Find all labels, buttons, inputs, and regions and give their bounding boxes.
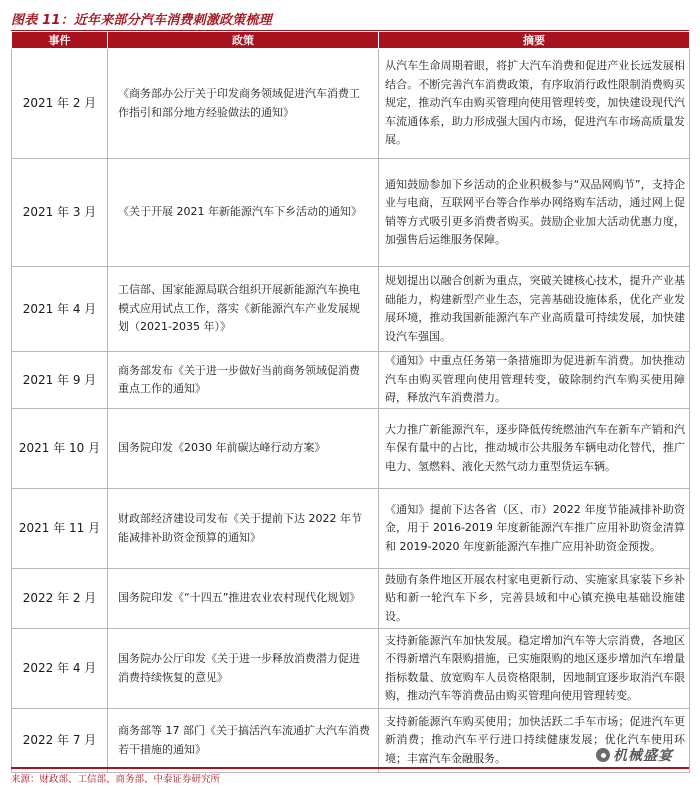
policy-table [11,31,690,773]
header-event: 事件 [12,32,108,49]
table-row [12,267,690,352]
summary-cell: 从汽车生命周期着眼，将扩大汽车消费和促进产业长远发展相结合。不断完善汽车消费政策，有序取消行政性限制消费购买规定，推动汽车由购买管理向使用管理转变，加快建设现代汽车流通体系，助力形成强大国内市场，促进汽车市场高质量发展。 [379,49,690,159]
event-cell: 2021 年 10 月 [12,409,108,489]
summary-cell: 支持新能源汽车购买使用；加快活跃二手车市场；促进汽车更新消费；推动汽车平行进口持续健康发展；优化汽车使用环境；丰富汽车金融服务。 [379,709,690,773]
figure-title-bar [11,6,689,32]
policy-cell: 国务院印发《“十四五”推进农业农村现代化规划》 [108,569,379,629]
event-cell: 2022 年 4 月 [12,629,108,709]
event-cell: 2022 年 7 月 [12,709,108,773]
policy-cell: 《商务部办公厅关于印发商务领域促进汽车消费工作指引和部分地方经验做法的通知》 [108,49,379,159]
policy-cell: 国务院办公厅印发《关于进一步释放消费潜力促进消费持续恢复的意见》 [108,629,379,709]
event-cell: 2021 年 11 月 [12,489,108,569]
policy-cell: 《关于开展 2021 年新能源汽车下乡活动的通知》 [108,159,379,267]
event-cell: 2021 年 4 月 [12,267,108,352]
table-row [12,709,690,773]
table-row [12,489,690,569]
summary-cell: 《通知》中重点任务第一条措施即为促进新车消费。加快推动汽车由购买管理向使用管理转变，破除制约汽车购买使用障碍，释放汽车消费潜力。 [379,352,690,409]
figure-title: 图表 11：近年来部分汽车消费刺激政策梳理 [11,13,272,28]
table-row [12,629,690,709]
table-row [12,49,690,159]
header-summary: 摘要 [379,32,690,49]
policy-cell: 商务部等 17 部门《关于搞活汽车流通扩大汽车消费若干措施的通知》 [108,709,379,773]
footer [11,767,689,785]
summary-cell: 支持新能源汽车加快发展。稳定增加汽车等大宗消费，各地区不得新增汽车限购措施，已实施限购的地区逐步增加汽车增量指标数量、放宽购车人员资格限制，因地制宜逐步取消汽车限购，推动汽车等消费品由购买管理向使用管理转变。 [379,629,690,709]
event-cell: 2022 年 2 月 [12,569,108,629]
summary-cell: 规划提出以融合创新为重点，突破关键核心技术，提升产业基础能力，构建新型产业生态，完善基础设施体系，优化产业发展环境，推动我国新能源汽车产业高质量可持续发展，加快建设汽车强国。 [379,267,690,352]
policy-cell: 工信部、国家能源局联合组织开展新能源汽车换电模式应用试点工作，落实《新能源汽车产业发展规划（2021-2035 年）》 [108,267,379,352]
summary-cell: 通知鼓励参加下乡活动的企业积极参与“双品网购节”，支持企业与电商，互联网平台等合作举办网络购车活动，通过网上促销等方式吸引更多消费者购买。鼓励企业加大活动优惠力度，加强售后运维服务保障。 [379,159,690,267]
header-policy: 政策 [108,32,379,49]
summary-cell: 《通知》提前下达各省（区、市）2022 年度节能减排补助资金，用于 2016-2019 年度新能源汽车推广应用补助资金清算和 2019-2020 年度新能源汽车推广应用补助资金预拨。 [379,489,690,569]
watermark-text: 机械盛宴 [613,748,673,764]
table-header-row [12,32,690,49]
event-cell: 2021 年 3 月 [12,159,108,267]
table-row [12,352,690,409]
table-row [12,569,690,629]
watermark [596,744,700,766]
table-row [12,409,690,489]
summary-cell: 大力推广新能源汽车，逐步降低传统燃油汽车在新车产销和汽车保有量中的占比，推动城市公共服务车辆电动化替代，推广电力、氢燃料、液化天然气动力重型货运车辆。 [379,409,690,489]
policy-cell: 财政部经济建设司发布《关于提前下达 2022 年节能减排补助资金预算的通知》 [108,489,379,569]
table-row [12,159,690,267]
source-note: 来源：财政部、工信部、商务部、中泰证券研究所 [11,774,221,785]
policy-cell: 商务部发布《关于进一步做好当前商务领域促消费重点工作的通知》 [108,352,379,409]
event-cell: 2021 年 2 月 [12,49,108,159]
event-cell: 2021 年 9 月 [12,352,108,409]
policy-cell: 国务院印发《2030 年前碳达峰行动方案》 [108,409,379,489]
wechat-icon [596,748,610,762]
summary-cell: 鼓励有条件地区开展农村家电更新行动、实施家具家装下乡补贴和新一轮汽车下乡，完善县域和中心镇充换电基础设施建设。 [379,569,690,629]
